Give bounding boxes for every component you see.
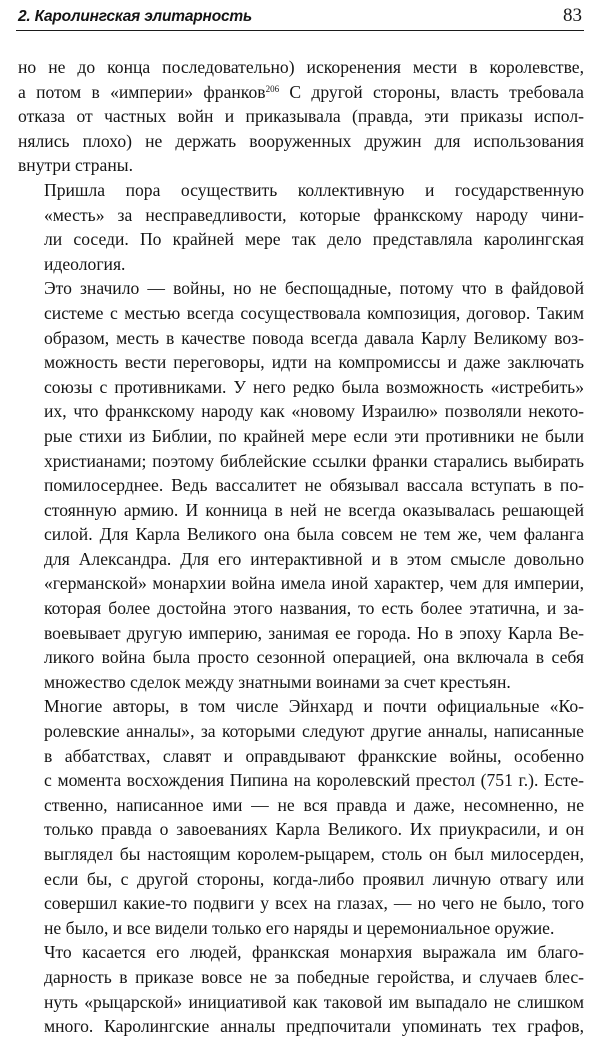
paragraph [18,178,584,276]
paragraph [18,940,584,1038]
text-line: ственно, написанное ими — не вся правда и даже, несомненно, не [44,794,584,815]
text-line: «месть» за несправедливости, которые франкскому народу чини- [44,204,584,225]
section-title: 2. Каролингская элитарность [18,8,252,25]
text-line: силой. Для Карла Великого она была совсем не тем же, чем фаланга [44,524,584,545]
text-line: много. Каролингские анналы предпочитали упоминать тех графов, [44,1016,584,1037]
text-line: ролевские анналы», за которыми следуют другие анналы, написанные [44,721,584,742]
text-line: для Александра. Для его интерактивной и в этом смысле довольно [44,548,584,569]
text-line: их, что франкскому народу как «новому Израилю» позволяли некото- [44,401,584,422]
paragraph [18,276,584,694]
text-line: системе с местью всегда сосуществовала композиция, договор. Таким [44,302,584,323]
text-line: образом, месть в качестве повода всегда давала Карлу Великому воз- [44,327,584,348]
text-line: воевывает другую империю, занимая ее города. Но в эпоху Карла Ве- [44,622,584,643]
page-number: 83 [563,5,582,26]
text-line: множество сделок между знатными воинами за счет крестьян. [44,671,511,692]
text-line: дарность в приказе вовсе не за победные геройства, и случаев блес- [44,966,584,987]
text-line: помилосерднее. Ведь вассалитет не обязывал вассала вступать в по- [44,475,584,496]
text-line: с момента восхождения Пипина на королевский престол (751 г.). Есте- [44,770,584,791]
text-line: которая более достойна этого названия, то есть более этатична, и за- [44,598,584,619]
text-line: нуть «рыцарской» инициативой как таковой им выпадало не слишком [44,991,584,1012]
text-line: только правда о завоеваниях Карла Великого. Их приукрасили, и он [44,819,584,840]
footnote-marker: 206 [265,83,280,94]
text-line: христианами; поэтому библейские ссылки франки старались выбирать [44,450,584,471]
text-line: совершил какие-то подвиги у всех на глазах, — но чего не было, того [44,893,584,914]
body-text [18,55,584,1039]
text-line: Пришла пора осуществить коллективную и государственную [44,179,584,200]
text-line: идеология. [44,253,126,274]
text-line: но не до конца последовательно) искоренения мести в королевстве, [18,57,584,77]
running-head [16,4,584,31]
text-line: в аббатствах, славят и оправдывают франкские войны, особенно [44,745,584,766]
text-line: внутри страны. [18,155,133,176]
text-line: Это значило — войны, но не беспощадные, потому что в файдовой [44,278,584,299]
text-line: Многие авторы, в том числе Эйнхард и почти официальные «Ко- [44,696,584,717]
text-line: выглядел бы настоящим королем-рыцарем, столь он был милосерден, [44,844,584,864]
text-line: а потом в «империи» франков$^{206}$ С другой стороны, власть требовала [18,81,584,102]
paragraph [18,694,584,940]
text-line: рые стихи из Библии, по крайней мере если эти противники не были [44,425,584,446]
text-line: Что касается его людей, франкская монархия выражала им благо- [44,942,584,963]
text-line: если бы, с другой стороны, когда-либо проявил личную отвагу или [44,868,584,889]
text-line: союзы с противниками. У него редко была возможность «истребить» [44,376,584,397]
paragraph [18,55,584,178]
text-line: отказа от частных войн и приказывала (правда, эти приказы испол- [18,106,584,127]
text-line: ликого война была просто сезонной операцией, она включала в себя [44,647,584,668]
text-line: «германской» монархии война имела иной характер, чем для империи, [44,573,584,594]
text-line: стоянную армию. И конница в ней не всегда оказывалась решающей [44,499,584,520]
text-line: можность вести переговоры, идти на компромиссы и даже заключать [44,352,584,373]
text-line: нялись плохо) не держать вооруженных дружин для использования [18,130,584,151]
text-line: не было, и все видели только его наряды и церемониальное оружие. [44,917,555,938]
text-line: ли соседи. По крайней мере так дело представляла каролингская [44,229,584,250]
